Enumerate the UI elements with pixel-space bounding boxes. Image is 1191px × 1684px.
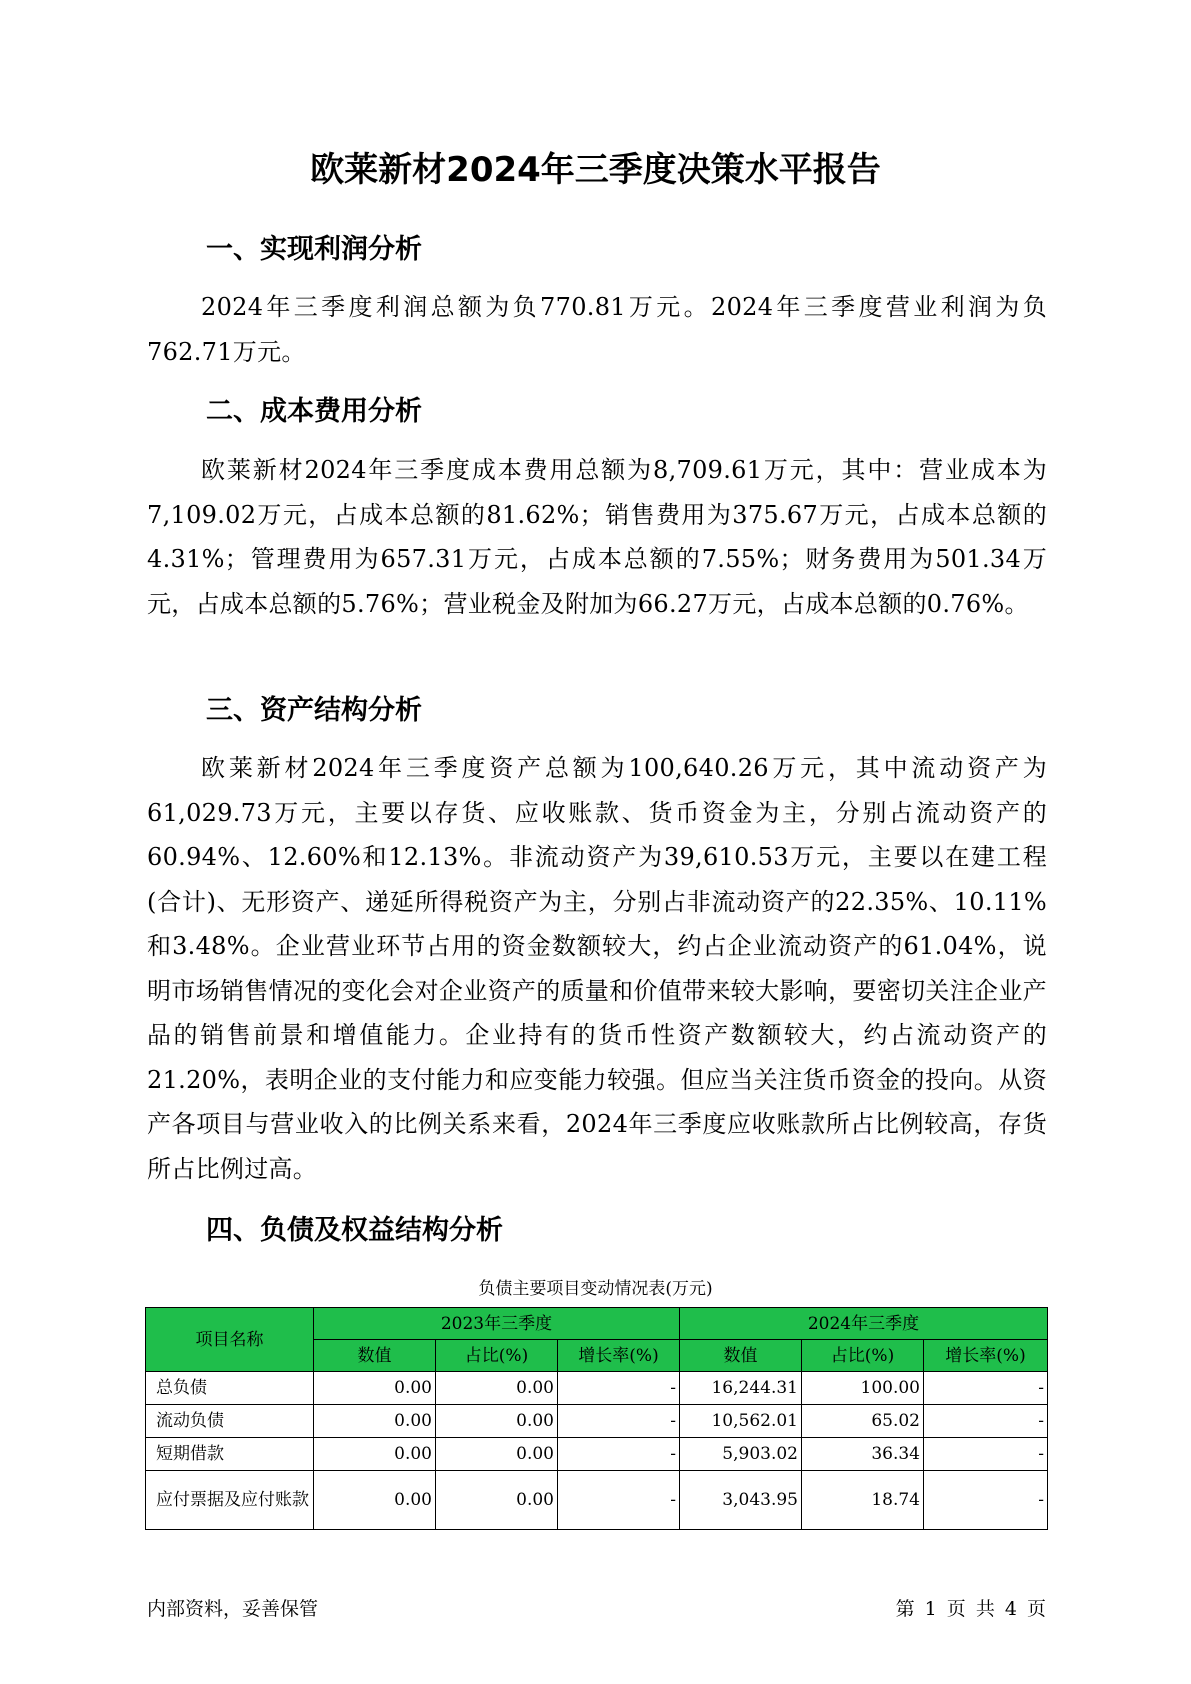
cell-value: 16,244.31 xyxy=(680,1372,802,1405)
cell-value: 18.74 xyxy=(802,1471,924,1530)
table-row xyxy=(146,1405,1048,1438)
column-header-value: 数值 xyxy=(680,1340,802,1372)
row-label: 应付票据及应付账款 xyxy=(146,1471,314,1530)
column-header-ratio: 占比(%) xyxy=(802,1340,924,1372)
row-label: 总负债 xyxy=(146,1372,314,1405)
column-header-growth: 增长率(%) xyxy=(924,1340,1048,1372)
cell-value: - xyxy=(924,1372,1048,1405)
cell-value: 10,562.01 xyxy=(680,1405,802,1438)
cell-value: - xyxy=(558,1471,680,1530)
cell-value: 0.00 xyxy=(314,1372,436,1405)
cell-value: - xyxy=(558,1372,680,1405)
cell-value: 0.00 xyxy=(314,1471,436,1530)
cell-value: 65.02 xyxy=(802,1405,924,1438)
liabilities-table xyxy=(145,1307,1048,1530)
column-header-period-2023: 2023年三季度 xyxy=(314,1308,680,1340)
cell-value: - xyxy=(558,1438,680,1471)
section-heading-profit: 一、实现利润分析 xyxy=(206,234,422,265)
row-label: 流动负债 xyxy=(146,1405,314,1438)
row-label: 短期借款 xyxy=(146,1438,314,1471)
column-header-ratio: 占比(%) xyxy=(436,1340,558,1372)
cell-value: 0.00 xyxy=(436,1405,558,1438)
cell-value: 0.00 xyxy=(314,1405,436,1438)
page-title: 欧莱新材2024年三季度决策水平报告 xyxy=(310,150,881,190)
table-row xyxy=(146,1372,1048,1405)
table-row xyxy=(146,1471,1048,1530)
column-header-item-name: 项目名称 xyxy=(146,1308,314,1372)
section-text-cost: 欧莱新材2024年三季度成本费用总额为8,709.61万元，其中：营业成本为7,109.02万元，占成本总额的81.62%；销售费用为375.67万元，占成本总额的4.31%；管理费用为657.31万元，占成本总额的7.55%；财务费用为501.34万元，占成本总额的5.76%；营业税金及附加为66.27万元，占成本总额的0.76%。 xyxy=(147,456,1047,618)
cell-value: - xyxy=(924,1471,1048,1530)
table-caption: 负债主要项目变动情况表(万元) xyxy=(478,1279,713,1299)
cell-value: 0.00 xyxy=(436,1438,558,1471)
section-heading-assets: 三、资产结构分析 xyxy=(206,695,422,726)
table-header-row xyxy=(146,1308,1048,1340)
cell-value: - xyxy=(924,1405,1048,1438)
cell-value: - xyxy=(558,1405,680,1438)
footer-page-number: 第 1 页 共 4 页 xyxy=(895,1598,1046,1620)
cell-value: - xyxy=(924,1438,1048,1471)
cell-value: 36.34 xyxy=(802,1438,924,1471)
section-text-profit: 2024年三季度利润总额为负770.81万元。2024年三季度营业利润为负762.71万元。 xyxy=(147,293,1047,366)
cell-value: 5,903.02 xyxy=(680,1438,802,1471)
section-heading-cost: 二、成本费用分析 xyxy=(206,396,422,427)
section-text-assets: 欧莱新材2024年三季度资产总额为100,640.26万元，其中流动资产为61,029.73万元，主要以存货、应收账款、货币资金为主，分别占流动资产的60.94%、12.60%和12.13%。非流动资产为39,610.53万元，主要以在建工程(合计)、无形资产、递延所得税资产为主，分别占非流动资产的22.35%、10.11%和3.48%。企业营业环节占用的资金数额较大，约占企业流动资产的61.04%，说明市场销售情况的变化会对企业资产的质量和价值带来较大影响，要密切关注企业产品的销售前景和增值能力。企业持有的货币性资产数额较大，约占流动资产的21.20%，表明企业的支付能力和应变能力较强。但应当关注货币资金的投向。从资产各项目与营业收入的比例关系来看，2024年三季度应收账款所占比例较高，存货所占比例过高。 xyxy=(147,754,1047,1183)
cell-value: 0.00 xyxy=(436,1372,558,1405)
cell-value: 0.00 xyxy=(314,1438,436,1471)
column-header-value: 数值 xyxy=(314,1340,436,1372)
footer-confidential-note: 内部资料，妥善保管 xyxy=(147,1598,319,1620)
cell-value: 0.00 xyxy=(436,1471,558,1530)
table-row xyxy=(146,1438,1048,1471)
cell-value: 3,043.95 xyxy=(680,1471,802,1530)
column-header-period-2024: 2024年三季度 xyxy=(680,1308,1048,1340)
section-heading-liabilities: 四、负债及权益结构分析 xyxy=(206,1215,503,1246)
column-header-growth: 增长率(%) xyxy=(558,1340,680,1372)
cell-value: 100.00 xyxy=(802,1372,924,1405)
